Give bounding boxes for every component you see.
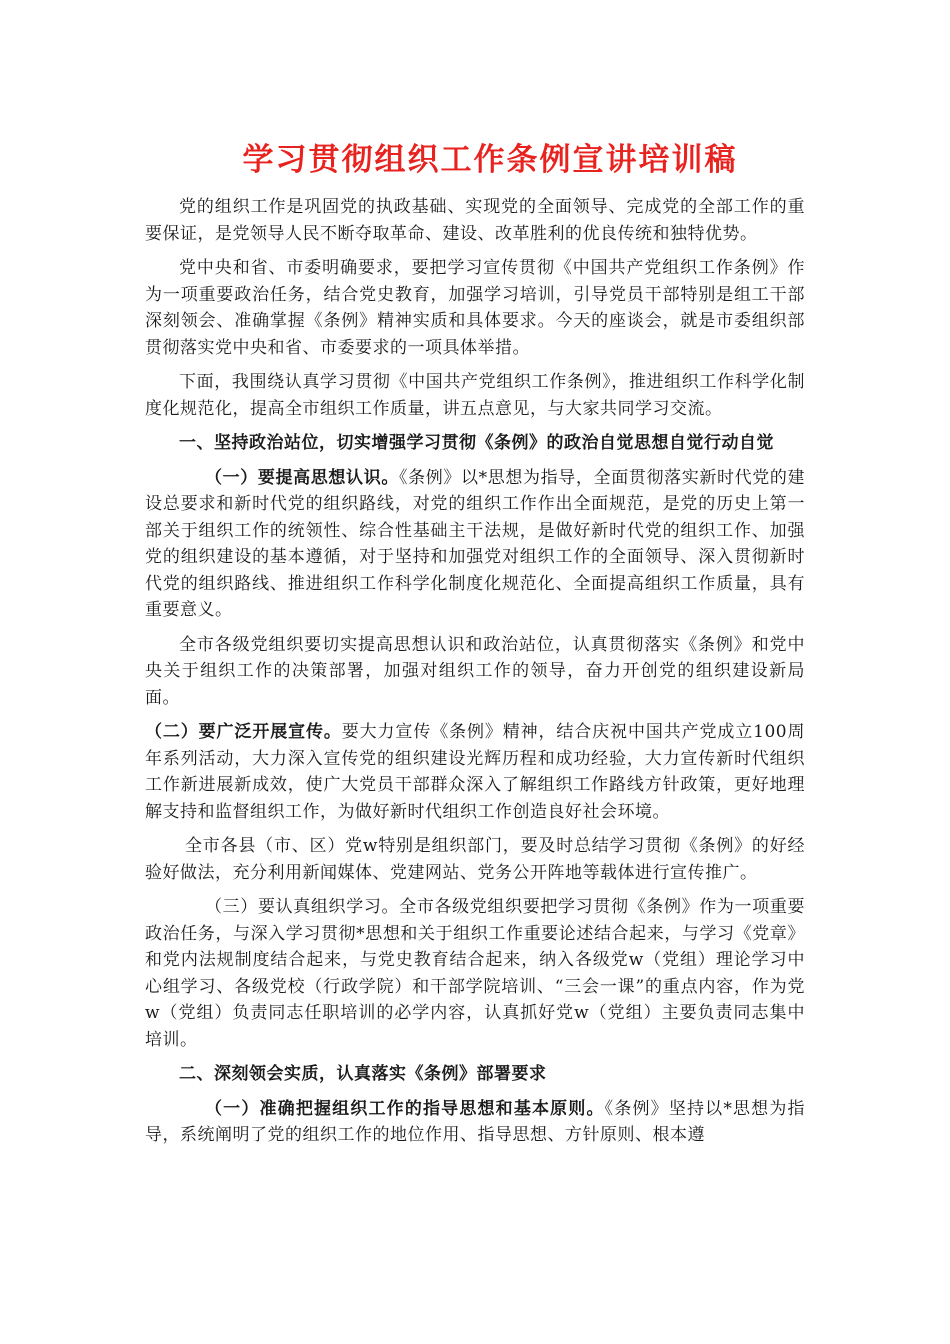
sub-text-2: 要大力宣传《条例》精神，结合庆祝中国共产党成立100周年系列活动，大力深入宣传党的组织建设光辉历程和成功经验，大力宣传新时代组织工作新进展新成效，使广大党员干部群众深入了解组织工作路线方针政策，更好地理解支持和监督组织工作，为做好新时代组织工作创造良好社会环境。 [145, 722, 806, 822]
paragraph-sub-4 [145, 1096, 805, 1149]
paragraph-sub-1 [145, 465, 805, 624]
sub-heading-1: （一）要提高思想认识。 [205, 467, 399, 488]
paragraph-promotion: 全市各县（市、区）党w特别是组织部门，要及时总结学习贯彻《条例》的好经验好做法，充分利用新闻媒体、党建网站、党务公开阵地等载体进行宣传推广。 [145, 836, 805, 883]
paragraph-requirements: 党中央和省、市委明确要求，要把学习宣传贯彻《中国共产党组织工作条例》作为一项重要政治任务，结合党史教育，加强学习培训，引导党员干部特别是组工干部深刻领会、准确掌握《条例》精神实质和具体要求。今天的座谈会，就是市委组织部贯彻落实党中央和省、市委要求的一项具体举措。 [145, 258, 805, 358]
paragraph-outline: 下面，我围绕认真学习贯彻《中国共产党组织工作条例》，推进组织工作科学化制度化规范化，提高全市组织工作质量，讲五点意见，与大家共同学习交流。 [145, 372, 805, 419]
paragraph-sub-3: （三）要认真组织学习。全市各级党组织要把学习贯彻《条例》作为一项重要政治任务，与深入学习贯彻*思想和关于组织工作重要论述结合起来，与学习《党章》和党内法规制度结合起来，与党史教育结合起来，纳入各级党w（党组）理论学习中心组学习、各级党校（行政学院）和干部学院培训、“三会一课”的重点内容，作为党w（党组）负责同志任职培训的必学内容，认真抓好党w（党组）主要负责同志集中培训。 [145, 897, 805, 1050]
sub-text-1: 《条例》以*思想为指导，全面贯彻落实新时代党的建设总要求和新时代党的组织路线，对党的组织工作作出全面规范，是党的历史上第一部关于组织工作的统领性、综合性基础主干法规，是做好新时代党的组织工作、加强党的组织建设的基本遵循，对于坚持和加强党对组织工作的全面领导、深入贯彻新时代党的组织路线、推进组织工作科学化制度化规范化、全面提高组织工作质量，具有重要意义。 [145, 467, 806, 620]
sub-heading-2: （二）要广泛开展宣传。 [145, 722, 342, 742]
heading-section-1: 一、坚持政治站位，切实增强学习贯彻《条例》的政治自觉思想自觉行动自觉 [179, 433, 774, 453]
paragraph-intro: 党的组织工作是巩固党的执政基础、实现党的全面领导、完成党的全部工作的重要保证，是党领导人民不断夺取革命、建设、改革胜利的优良传统和独特优势。 [145, 197, 805, 244]
heading-section-2: 二、深刻领会实质，认真落实《条例》部署要求 [179, 1064, 547, 1084]
sub-text-4: 《条例》坚持以*思想为指导，系统阐明了党的组织工作的地位作用、指导思想、方针原则、根本遵 [145, 1098, 806, 1145]
document-title: 学习贯彻组织工作条例宣讲培训稿 [242, 142, 738, 178]
paragraph-political-stance: 全市各级党组织要切实提高思想认识和政治站位，认真贯彻落实《条例》和党中央关于组织工作的决策部署，加强对组织工作的领导，奋力开创党的组织建设新局面。 [145, 634, 805, 708]
sub-heading-4: （一）准确把握组织工作的指导思想和基本原则。 [205, 1098, 605, 1119]
document-content [145, 138, 805, 1157]
paragraph-sub-2 [145, 719, 805, 825]
